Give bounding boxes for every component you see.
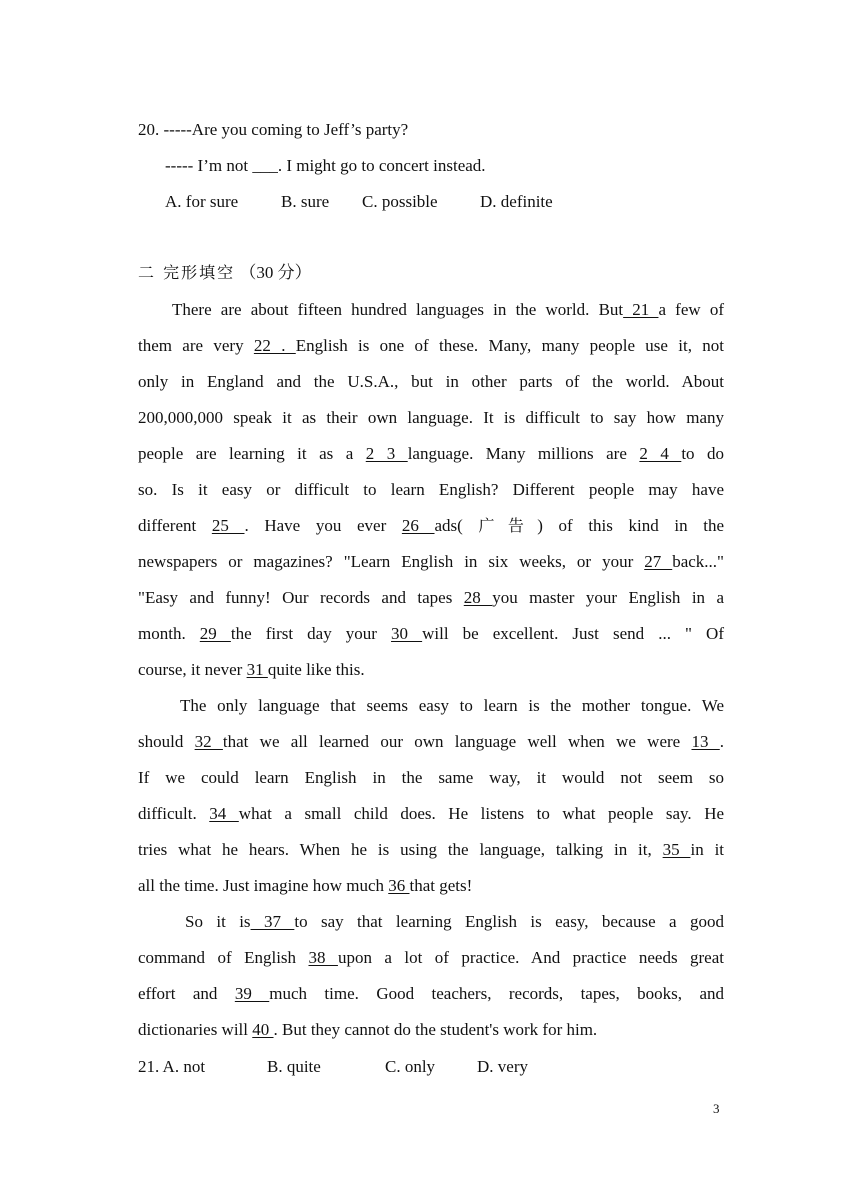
text: different: [138, 516, 212, 535]
blank-26: 26: [401, 516, 435, 535]
text: to do: [681, 444, 725, 463]
passage3-line-4: [138, 1020, 597, 1040]
passage-line-4: 200,000,000 speak it as their own language. It is difficult to say how many: [138, 408, 724, 427]
text: will be excellent. Just send ... " Of: [422, 624, 724, 643]
text: ads(: [434, 516, 479, 535]
text: all the time. Just imagine how much: [138, 876, 389, 895]
text: you master your English in a: [492, 588, 725, 607]
passage2-line-5: [138, 840, 724, 860]
text: should: [138, 732, 195, 751]
blank-28: 28: [463, 588, 493, 607]
blank-34: 34: [209, 804, 239, 823]
passage3-line-3: [138, 984, 724, 1004]
q20-option-a: A. for sure: [165, 192, 239, 211]
passage-line-1: [172, 300, 724, 320]
text: what a small child does. He listens to what people say. He: [238, 804, 725, 823]
q20-reply: [165, 156, 486, 176]
text: command of English: [138, 948, 309, 967]
passage3-line-2: [138, 948, 724, 968]
text: English is one of these. Many, many people use it, not: [295, 336, 725, 355]
passage2-line-6: [138, 876, 472, 896]
text: to say that learning English is easy, because a good: [294, 912, 725, 931]
text: tries what he hears. When he is using the language, talking in it,: [138, 840, 663, 859]
passage2-line-1: The only language that seems easy to learn is the mother tongue. We: [180, 696, 724, 715]
section-heading: [138, 263, 312, 283]
passage-line-8: [138, 552, 724, 572]
text: course, it never: [138, 660, 247, 679]
page-number: 3: [713, 1101, 720, 1116]
q20-option-c: C. possible: [362, 192, 438, 211]
text: dictionaries will: [138, 1020, 253, 1039]
text: difficult.: [138, 804, 210, 823]
blank-35: 35: [662, 840, 691, 859]
blank-37: 37: [250, 912, 295, 931]
passage-line-9: [138, 588, 724, 608]
blank-23: 2 3: [365, 444, 408, 463]
passage3-line-1: [185, 912, 724, 932]
blank-29: 29: [199, 624, 231, 643]
text: in it: [690, 840, 725, 859]
ads-chinese: 广告: [478, 516, 538, 535]
text: much time. Good teachers, records, tapes, books, and: [269, 984, 724, 1003]
passage-line-3: only in England and the U.S.A., but in other parts of the world. About: [138, 372, 724, 391]
text: "Easy and funny! Our records and tapes: [138, 588, 464, 607]
passage-line-6: so. Is it easy or difficult to learn English? Different people may have: [138, 480, 724, 499]
text: . Have you ever: [244, 516, 402, 535]
section-heading-cn: 二 完形填空: [138, 263, 236, 282]
blank-31: 31: [246, 660, 268, 679]
text: that gets!: [409, 876, 473, 895]
blank-30: 30: [391, 624, 423, 643]
q20-option-d: D. definite: [480, 192, 553, 211]
text: effort and: [138, 984, 235, 1003]
text: them are very: [138, 336, 254, 355]
blank-39: 39: [234, 984, 270, 1003]
blank-40: 40: [252, 1020, 274, 1039]
text: .: [719, 732, 725, 751]
passage2-line-4: [138, 804, 724, 824]
q21-option-d: D. very: [477, 1057, 528, 1076]
text: that we all learned our own language well when we were: [222, 732, 692, 751]
text: So it is: [185, 912, 251, 931]
passage2-line-3: If we could learn English in the same way, it would not seem so: [138, 768, 724, 787]
q20-stem: 20. -----Are you coming to Jeff’s party?: [138, 120, 409, 139]
q20-option-b: B. sure: [281, 192, 330, 211]
blank-36: 36: [388, 876, 410, 895]
blank-33: 13: [691, 732, 720, 751]
q20-blank: ___: [252, 156, 278, 175]
q21-option-a: 21. A. not: [138, 1057, 206, 1076]
text: ) of this kind in the: [537, 516, 724, 535]
blank-24: 2 4: [639, 444, 682, 463]
blank-27: 27: [644, 552, 673, 571]
passage2-line-2: [138, 732, 724, 752]
text: quite like this.: [267, 660, 365, 679]
passage-line-7: [138, 516, 724, 536]
passage-line-10: [138, 624, 724, 644]
q20-reply-pre: ----- I’m not: [165, 156, 253, 175]
q20-reply-post: . I might go to concert instead.: [277, 156, 486, 175]
passage-line-5: [138, 444, 724, 464]
text: newspapers or magazines? "Learn English in six weeks, or your: [138, 552, 645, 571]
text: There are about fifteen hundred languages in the world. But: [172, 300, 624, 319]
blank-32: 32: [194, 732, 223, 751]
text: a few of: [658, 300, 724, 319]
text: . But they cannot do the student's work for him.: [273, 1020, 598, 1039]
passage-line-11: [138, 660, 365, 680]
text: the first day your: [230, 624, 392, 643]
q21-option-b: B. quite: [267, 1057, 321, 1076]
blank-22: 22 .: [253, 336, 296, 355]
text: upon a lot of practice. And practice needs great: [337, 948, 724, 967]
text: people are learning it as a: [138, 444, 366, 463]
blank-25: 25: [211, 516, 245, 535]
text: back...": [672, 552, 724, 571]
section-heading-score: （30 分）: [239, 263, 312, 282]
text: month.: [138, 624, 200, 643]
blank-21: 21: [623, 300, 659, 319]
text: language. Many millions are: [407, 444, 640, 463]
q21-option-c: C. only: [385, 1057, 436, 1076]
blank-38: 38: [308, 948, 338, 967]
passage-line-2: [138, 336, 724, 356]
